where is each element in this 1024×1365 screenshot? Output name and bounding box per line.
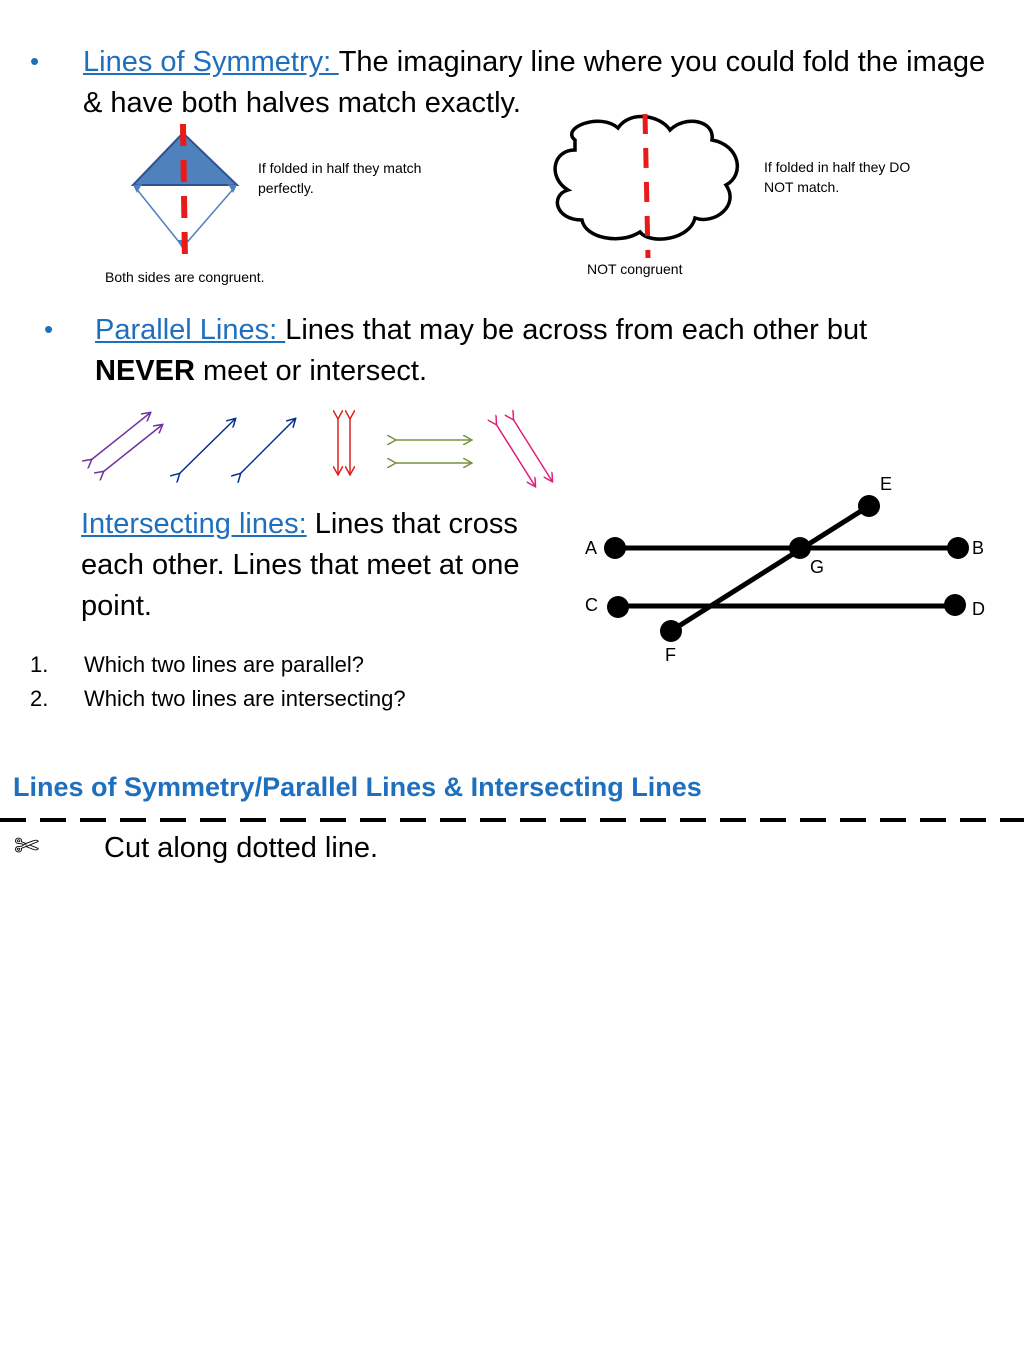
- label-f: F: [665, 645, 676, 665]
- parallel-definition-part2: meet or intersect.: [194, 355, 428, 387]
- label-g: G: [810, 557, 825, 577]
- caption-folded-no-match: If folded in half they DO NOT match.: [764, 159, 911, 195]
- label-a: A: [585, 538, 598, 558]
- scissors-icon: ✄: [14, 830, 40, 863]
- parallel-term[interactable]: Parallel Lines:: [95, 314, 286, 346]
- question-number: 2.: [30, 686, 49, 711]
- symmetry-term[interactable]: Lines of Symmetry:: [83, 46, 339, 78]
- question-number: 1.: [30, 652, 49, 677]
- intersecting-definition: Lines that cross each other. Lines that meet at one point.: [81, 508, 520, 622]
- parallel-never: NEVER: [95, 355, 195, 387]
- caption-folded-match: If folded in half they match perfectly.: [258, 160, 422, 196]
- intersecting-term[interactable]: Intersecting lines:: [81, 508, 307, 540]
- caption-congruent: Both sides are congruent.: [105, 269, 265, 285]
- bullet-1: •: [30, 46, 40, 76]
- label-c: C: [585, 595, 598, 615]
- caption-not-congruent: NOT congruent: [587, 261, 683, 277]
- footer-title: Lines of Symmetry/Parallel Lines & Intersecting Lines: [13, 772, 702, 802]
- symmetry-definition: The imaginary line where you could fold the image & have both halves match exactly.: [83, 46, 986, 119]
- parallel-definition-part1: Lines that may be across from each other but: [285, 314, 868, 346]
- cut-instruction: Cut along dotted line.: [104, 832, 379, 864]
- label-d: D: [972, 599, 985, 619]
- question-text: Which two lines are intersecting?: [84, 686, 406, 711]
- label-e: E: [880, 474, 893, 494]
- label-b: B: [972, 538, 985, 558]
- bullet-2: •: [44, 314, 54, 344]
- question-text: Which two lines are parallel?: [84, 652, 365, 677]
